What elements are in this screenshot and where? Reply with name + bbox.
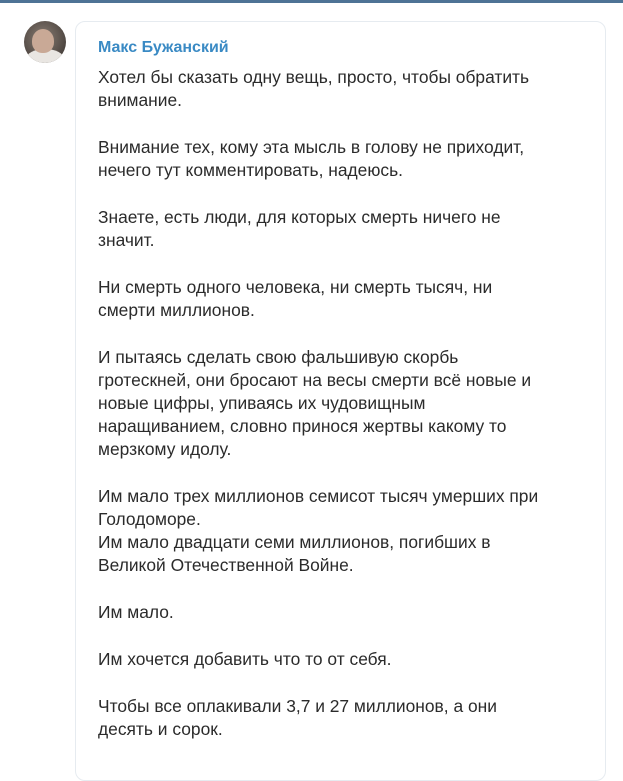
text-line: внимание. xyxy=(98,90,183,110)
text-line: Им хочется добавить что то от себя. xyxy=(98,649,392,669)
text-line: новые цифры, упиваясь их чудовищным xyxy=(98,393,426,413)
text-line: Хотел бы сказать одну вещь, просто, чтобы обратить xyxy=(98,67,530,87)
text-line: Великой Отечественной Войне. xyxy=(98,555,354,575)
paragraph xyxy=(98,346,598,461)
text-line: наращиванием, словно принося жертвы какому то xyxy=(98,416,507,436)
text-line: Голодоморе. xyxy=(98,509,201,529)
message-bubble xyxy=(75,21,606,781)
author-name[interactable]: Макс Бужанский xyxy=(98,39,229,56)
paragraph xyxy=(98,206,598,252)
text-line: Им мало трех миллионов семисот тысяч умерших при xyxy=(98,486,539,506)
paragraph xyxy=(98,695,598,741)
text-line: Внимание тех, кому эта мысль в голову не приходит, xyxy=(98,137,525,157)
text-line: Знаете, есть люди, для которых смерть ничего не xyxy=(98,207,501,227)
avatar-face xyxy=(32,29,54,53)
text-line: смерти миллионов. xyxy=(98,300,255,320)
paragraph xyxy=(98,276,598,322)
paragraph xyxy=(98,66,598,112)
text-line: Им мало двадцати семи миллионов, погибших в xyxy=(98,532,491,552)
top-divider xyxy=(0,0,623,3)
paragraph xyxy=(98,648,598,671)
paragraph xyxy=(98,136,598,182)
text-line: нечего тут комментировать, надеюсь. xyxy=(98,160,403,180)
paragraph xyxy=(98,485,598,577)
paragraph xyxy=(98,601,598,624)
author-avatar[interactable] xyxy=(24,21,66,63)
text-line: Ни смерть одного человека, ни смерть тысяч, ни xyxy=(98,277,493,297)
text-line: гротескней, они бросают на весы смерти всё новые и xyxy=(98,370,532,390)
text-line: И пытаясь сделать свою фальшивую скорбь xyxy=(98,347,459,367)
text-line: мерзкому идолу. xyxy=(98,439,232,459)
text-line: десять и сорок. xyxy=(98,719,223,739)
message-text xyxy=(98,66,598,765)
text-line: Им мало. xyxy=(98,602,174,622)
text-line: значит. xyxy=(98,230,155,250)
text-line: Чтобы все оплакивали 3,7 и 27 миллионов, а они xyxy=(98,696,497,716)
